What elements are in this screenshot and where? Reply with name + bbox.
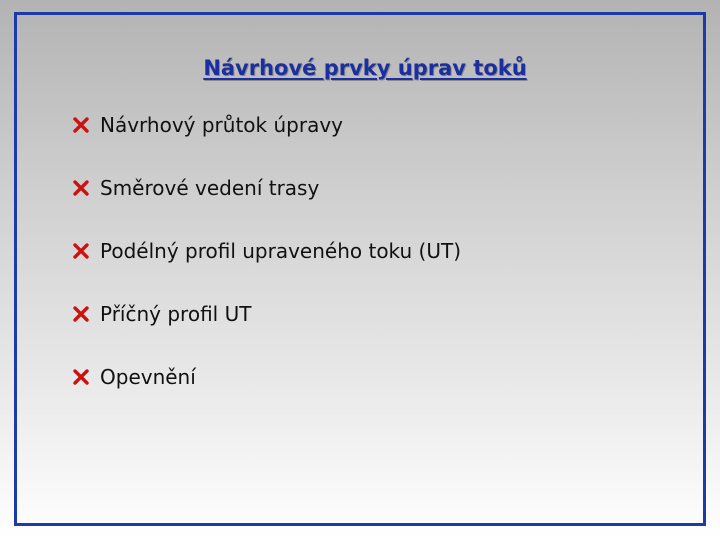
slide-title: Návrhové prvky úprav toků <box>203 56 527 80</box>
bullet-list <box>72 108 461 423</box>
bullet-text: Návrhový průtok úpravy <box>100 113 343 137</box>
bullet-text: Podélný profil upraveného toku (UT) <box>100 239 462 263</box>
cross-x-icon <box>72 116 90 134</box>
list-item <box>72 297 461 331</box>
cross-x-icon <box>72 242 90 260</box>
bullet-text: Směrové vedení trasy <box>100 176 320 200</box>
list-item <box>72 171 461 205</box>
bullet-text: Opevnění <box>100 365 196 389</box>
cross-x-icon <box>72 305 90 323</box>
cross-x-icon <box>72 368 90 386</box>
cross-x-icon <box>72 179 90 197</box>
list-item <box>72 234 461 268</box>
list-item <box>72 360 461 394</box>
list-item <box>72 108 461 142</box>
bullet-text: Příčný profil UT <box>100 302 252 326</box>
